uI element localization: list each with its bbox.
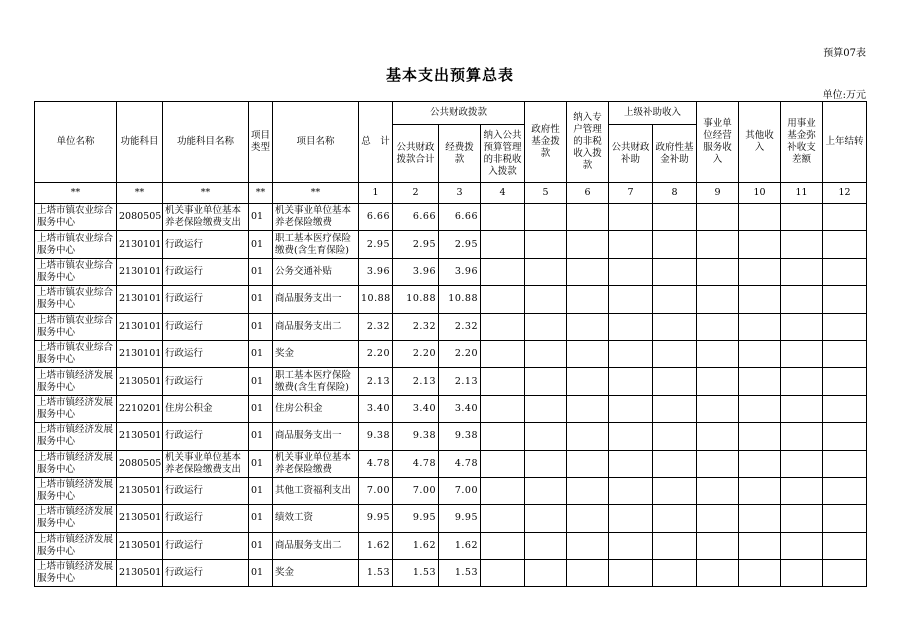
total-cell: 2.20	[359, 340, 393, 367]
table-row	[35, 423, 867, 450]
empty-cell	[567, 423, 609, 450]
column-index-cell: 12	[823, 183, 867, 204]
public-finance-subtotal-cell: 3.96	[393, 258, 439, 285]
func-code-cell: 2130501	[117, 477, 163, 504]
empty-cell	[609, 340, 653, 367]
empty-cell	[697, 231, 739, 258]
empty-cell	[609, 368, 653, 395]
total-cell: 2.13	[359, 368, 393, 395]
unit-name-cell: 上塔市镇农业综合服务中心	[35, 231, 117, 258]
item-name-cell: 商品服务支出二	[273, 313, 359, 340]
unit-name-cell: 上塔市镇农业综合服务中心	[35, 286, 117, 313]
public-finance-subtotal-cell: 9.95	[393, 505, 439, 532]
empty-cell	[609, 286, 653, 313]
item-name-cell: 机关事业单位基本养老保险缴费	[273, 204, 359, 231]
func-name-cell: 行政运行	[163, 368, 249, 395]
empty-cell	[525, 532, 567, 559]
total-cell: 2.32	[359, 313, 393, 340]
public-finance-subtotal-cell: 2.95	[393, 231, 439, 258]
unit-name-cell: 上塔市镇经济发展服务中心	[35, 450, 117, 477]
funds-allocation-cell: 2.95	[439, 231, 481, 258]
table-row	[35, 505, 867, 532]
total-cell: 6.66	[359, 204, 393, 231]
empty-cell	[481, 505, 525, 532]
empty-cell	[609, 505, 653, 532]
empty-cell	[653, 313, 697, 340]
empty-cell	[739, 423, 781, 450]
func-code-cell: 2130501	[117, 560, 163, 587]
empty-cell	[823, 258, 867, 285]
func-code-cell: 2130101	[117, 258, 163, 285]
total-cell: 10.88	[359, 286, 393, 313]
table-row	[35, 477, 867, 504]
empty-cell	[653, 450, 697, 477]
table-row	[35, 258, 867, 285]
func-code-cell: 2210201	[117, 395, 163, 422]
empty-cell	[653, 231, 697, 258]
empty-cell	[781, 450, 823, 477]
header-superior-gov-fund: 政府性基金补助	[653, 125, 697, 183]
empty-cell	[739, 313, 781, 340]
empty-cell	[823, 340, 867, 367]
empty-cell	[609, 313, 653, 340]
item-type-cell: 01	[249, 395, 273, 422]
empty-cell	[781, 560, 823, 587]
total-cell: 3.40	[359, 395, 393, 422]
empty-cell	[525, 313, 567, 340]
empty-cell	[609, 477, 653, 504]
empty-cell	[567, 258, 609, 285]
empty-cell	[739, 231, 781, 258]
empty-cell	[609, 532, 653, 559]
item-type-cell: 01	[249, 313, 273, 340]
empty-cell	[567, 395, 609, 422]
func-name-cell: 行政运行	[163, 286, 249, 313]
header-func-name: 功能科目名称	[163, 102, 249, 183]
empty-cell	[525, 204, 567, 231]
empty-cell	[823, 450, 867, 477]
item-type-cell: 01	[249, 532, 273, 559]
total-cell: 3.96	[359, 258, 393, 285]
item-name-cell: 商品服务支出一	[273, 423, 359, 450]
func-name-cell: 行政运行	[163, 258, 249, 285]
empty-cell	[653, 340, 697, 367]
empty-cell	[781, 505, 823, 532]
func-code-cell: 2130101	[117, 231, 163, 258]
empty-cell	[481, 313, 525, 340]
unit-name-cell: 上塔市镇经济发展服务中心	[35, 532, 117, 559]
func-name-cell: 行政运行	[163, 423, 249, 450]
budget-table	[34, 101, 867, 587]
func-code-cell: 2080505	[117, 450, 163, 477]
unit-name-cell: 上塔市镇经济发展服务中心	[35, 423, 117, 450]
funds-allocation-cell: 2.13	[439, 368, 481, 395]
table-row	[35, 231, 867, 258]
empty-cell	[525, 258, 567, 285]
funds-allocation-cell: 6.66	[439, 204, 481, 231]
unit-name-cell: 上塔市镇经济发展服务中心	[35, 560, 117, 587]
public-finance-subtotal-cell: 9.38	[393, 423, 439, 450]
empty-cell	[823, 368, 867, 395]
total-cell: 2.95	[359, 231, 393, 258]
item-type-cell: 01	[249, 204, 273, 231]
empty-cell	[481, 204, 525, 231]
table-body	[35, 204, 867, 587]
func-code-cell: 2130101	[117, 340, 163, 367]
empty-cell	[781, 286, 823, 313]
item-name-cell: 绩效工资	[273, 505, 359, 532]
empty-cell	[481, 532, 525, 559]
empty-cell	[609, 560, 653, 587]
header-public-finance-group: 公共财政拨款	[393, 102, 525, 125]
empty-cell	[697, 204, 739, 231]
func-code-cell: 2130501	[117, 423, 163, 450]
public-finance-subtotal-cell: 1.62	[393, 532, 439, 559]
empty-cell	[525, 505, 567, 532]
item-name-cell: 奖金	[273, 340, 359, 367]
empty-cell	[823, 505, 867, 532]
total-cell: 1.62	[359, 532, 393, 559]
empty-cell	[739, 204, 781, 231]
empty-cell	[567, 368, 609, 395]
empty-cell	[697, 423, 739, 450]
empty-cell	[697, 368, 739, 395]
empty-cell	[567, 340, 609, 367]
empty-cell	[823, 532, 867, 559]
empty-cell	[739, 286, 781, 313]
item-name-cell: 机关事业单位基本养老保险缴费	[273, 450, 359, 477]
empty-cell	[567, 532, 609, 559]
table-row	[35, 368, 867, 395]
func-name-cell: 行政运行	[163, 231, 249, 258]
empty-cell	[567, 231, 609, 258]
func-name-cell: 行政运行	[163, 560, 249, 587]
column-index-cell: 7	[609, 183, 653, 204]
item-type-cell: 01	[249, 231, 273, 258]
empty-cell	[739, 368, 781, 395]
column-index-cell: 2	[393, 183, 439, 204]
empty-cell	[781, 395, 823, 422]
empty-cell	[823, 231, 867, 258]
item-type-cell: 01	[249, 505, 273, 532]
funds-allocation-cell: 10.88	[439, 286, 481, 313]
empty-cell	[525, 560, 567, 587]
empty-cell	[481, 340, 525, 367]
header-unit-name: 单位名称	[35, 102, 117, 183]
empty-cell	[697, 450, 739, 477]
empty-cell	[653, 258, 697, 285]
empty-cell	[823, 286, 867, 313]
total-cell: 4.78	[359, 450, 393, 477]
empty-cell	[739, 450, 781, 477]
total-cell: 7.00	[359, 477, 393, 504]
empty-cell	[697, 532, 739, 559]
empty-cell	[609, 204, 653, 231]
func-name-cell: 行政运行	[163, 340, 249, 367]
unit-name-cell: 上塔市镇经济发展服务中心	[35, 505, 117, 532]
empty-cell	[525, 395, 567, 422]
item-type-cell: 01	[249, 423, 273, 450]
empty-cell	[481, 423, 525, 450]
func-name-cell: 行政运行	[163, 505, 249, 532]
total-cell: 9.95	[359, 505, 393, 532]
funds-allocation-cell: 1.53	[439, 560, 481, 587]
empty-cell	[609, 231, 653, 258]
func-code-cell: 2080505	[117, 204, 163, 231]
empty-cell	[653, 395, 697, 422]
empty-cell	[481, 450, 525, 477]
empty-cell	[781, 423, 823, 450]
func-name-cell: 机关事业单位基本养老保险缴费支出	[163, 450, 249, 477]
table-row	[35, 286, 867, 313]
empty-cell	[697, 395, 739, 422]
table-row	[35, 204, 867, 231]
public-finance-subtotal-cell: 2.13	[393, 368, 439, 395]
empty-cell	[697, 286, 739, 313]
item-name-cell: 其他工资福利支出	[273, 477, 359, 504]
column-index-cell: 11	[781, 183, 823, 204]
empty-cell	[653, 204, 697, 231]
column-index-cell: 8	[653, 183, 697, 204]
table-row	[35, 560, 867, 587]
empty-cell	[609, 450, 653, 477]
empty-cell	[567, 505, 609, 532]
func-name-cell: 机关事业单位基本养老保险缴费支出	[163, 204, 249, 231]
header-funds-allocation: 经费拨款	[439, 125, 481, 183]
item-type-cell: 01	[249, 286, 273, 313]
empty-cell	[481, 258, 525, 285]
table-row	[35, 313, 867, 340]
funds-allocation-cell: 1.62	[439, 532, 481, 559]
header-total: 总 计	[359, 102, 393, 183]
public-finance-subtotal-cell: 10.88	[393, 286, 439, 313]
table-row	[35, 450, 867, 477]
empty-cell	[567, 313, 609, 340]
empty-cell	[739, 477, 781, 504]
funds-allocation-cell: 3.40	[439, 395, 481, 422]
empty-cell	[697, 477, 739, 504]
header-institution-fund-balance: 用事业基金弥补收支差额	[781, 102, 823, 183]
empty-cell	[481, 286, 525, 313]
column-index-cell: 10	[739, 183, 781, 204]
empty-cell	[823, 204, 867, 231]
column-index-cell: 6	[567, 183, 609, 204]
column-index-cell: **	[35, 183, 117, 204]
empty-cell	[609, 258, 653, 285]
empty-cell	[525, 368, 567, 395]
header-special-non-tax: 纳入专户管理的非税收入拨款	[567, 102, 609, 183]
empty-cell	[653, 532, 697, 559]
empty-cell	[567, 204, 609, 231]
column-index-row	[35, 183, 867, 204]
empty-cell	[525, 286, 567, 313]
funds-allocation-cell: 4.78	[439, 450, 481, 477]
empty-cell	[567, 560, 609, 587]
empty-cell	[781, 340, 823, 367]
empty-cell	[609, 395, 653, 422]
table-row	[35, 395, 867, 422]
unit-label: 单位:万元	[822, 90, 866, 101]
column-index-cell: **	[163, 183, 249, 204]
func-name-cell: 行政运行	[163, 313, 249, 340]
empty-cell	[739, 395, 781, 422]
public-finance-subtotal-cell: 3.40	[393, 395, 439, 422]
empty-cell	[653, 286, 697, 313]
empty-cell	[481, 231, 525, 258]
item-name-cell: 商品服务支出二	[273, 532, 359, 559]
empty-cell	[567, 477, 609, 504]
item-type-cell: 01	[249, 340, 273, 367]
table-row	[35, 340, 867, 367]
empty-cell	[781, 204, 823, 231]
header-superior-subsidy-group: 上级补助收入	[609, 102, 697, 125]
empty-cell	[781, 477, 823, 504]
func-code-cell: 2130501	[117, 532, 163, 559]
unit-name-cell: 上塔市镇农业综合服务中心	[35, 258, 117, 285]
funds-allocation-cell: 2.20	[439, 340, 481, 367]
empty-cell	[697, 560, 739, 587]
func-name-cell: 住房公积金	[163, 395, 249, 422]
header-item-name: 项目名称	[273, 102, 359, 183]
column-index-cell: 3	[439, 183, 481, 204]
header-institution-operating: 事业单位经营服务收入	[697, 102, 739, 183]
item-type-cell: 01	[249, 258, 273, 285]
column-index-cell: 5	[525, 183, 567, 204]
unit-name-cell: 上塔市镇农业综合服务中心	[35, 340, 117, 367]
empty-cell	[739, 258, 781, 285]
empty-cell	[697, 313, 739, 340]
empty-cell	[697, 505, 739, 532]
empty-cell	[823, 313, 867, 340]
empty-cell	[781, 258, 823, 285]
empty-cell	[739, 340, 781, 367]
empty-cell	[567, 450, 609, 477]
empty-cell	[739, 505, 781, 532]
unit-name-cell: 上塔市镇经济发展服务中心	[35, 477, 117, 504]
unit-name-cell: 上塔市镇农业综合服务中心	[35, 204, 117, 231]
item-name-cell: 公务交通补贴	[273, 258, 359, 285]
item-name-cell: 商品服务支出一	[273, 286, 359, 313]
funds-allocation-cell: 3.96	[439, 258, 481, 285]
empty-cell	[781, 368, 823, 395]
unit-name-cell: 上塔市镇经济发展服务中心	[35, 395, 117, 422]
column-index-cell: 4	[481, 183, 525, 204]
unit-name-cell: 上塔市镇经济发展服务中心	[35, 368, 117, 395]
empty-cell	[525, 477, 567, 504]
header-superior-public-finance: 公共财政补助	[609, 125, 653, 183]
func-code-cell: 2130101	[117, 313, 163, 340]
empty-cell	[525, 450, 567, 477]
item-name-cell: 职工基本医疗保险缴费(含生育保险)	[273, 231, 359, 258]
func-name-cell: 行政运行	[163, 532, 249, 559]
empty-cell	[823, 395, 867, 422]
item-name-cell: 职工基本医疗保险缴费(含生育保险)	[273, 368, 359, 395]
empty-cell	[823, 477, 867, 504]
empty-cell	[653, 477, 697, 504]
empty-cell	[823, 560, 867, 587]
header-non-tax-in-budget: 纳入公共预算管理的非税收入拨款	[481, 125, 525, 183]
empty-cell	[525, 423, 567, 450]
funds-allocation-cell: 7.00	[439, 477, 481, 504]
form-code: 预算07表	[823, 48, 866, 59]
empty-cell	[781, 231, 823, 258]
empty-cell	[567, 286, 609, 313]
empty-cell	[481, 368, 525, 395]
item-type-cell: 01	[249, 560, 273, 587]
empty-cell	[525, 231, 567, 258]
empty-cell	[653, 505, 697, 532]
empty-cell	[653, 368, 697, 395]
public-finance-subtotal-cell: 6.66	[393, 204, 439, 231]
item-type-cell: 01	[249, 368, 273, 395]
public-finance-subtotal-cell: 2.20	[393, 340, 439, 367]
empty-cell	[781, 532, 823, 559]
empty-cell	[781, 313, 823, 340]
item-name-cell: 奖金	[273, 560, 359, 587]
empty-cell	[697, 258, 739, 285]
empty-cell	[653, 423, 697, 450]
public-finance-subtotal-cell: 1.53	[393, 560, 439, 587]
empty-cell	[653, 560, 697, 587]
empty-cell	[609, 423, 653, 450]
func-code-cell: 2130501	[117, 505, 163, 532]
empty-cell	[481, 560, 525, 587]
funds-allocation-cell: 2.32	[439, 313, 481, 340]
header-item-type: 项目类型	[249, 102, 273, 183]
empty-cell	[739, 560, 781, 587]
public-finance-subtotal-cell: 2.32	[393, 313, 439, 340]
empty-cell	[481, 477, 525, 504]
column-index-cell: 1	[359, 183, 393, 204]
column-index-cell: **	[249, 183, 273, 204]
column-index-cell: **	[117, 183, 163, 204]
func-name-cell: 行政运行	[163, 477, 249, 504]
unit-name-cell: 上塔市镇农业综合服务中心	[35, 313, 117, 340]
table-row	[35, 532, 867, 559]
public-finance-subtotal-cell: 4.78	[393, 450, 439, 477]
empty-cell	[697, 340, 739, 367]
header-func-code: 功能科目	[117, 102, 163, 183]
empty-cell	[481, 395, 525, 422]
empty-cell	[739, 532, 781, 559]
page-title: 基本支出预算总表	[385, 66, 514, 84]
total-cell: 9.38	[359, 423, 393, 450]
header-other-income: 其他收入	[739, 102, 781, 183]
header-gov-fund: 政府性基金拨款	[525, 102, 567, 183]
header-public-finance-subtotal: 公共财政拨款合计	[393, 125, 439, 183]
func-code-cell: 2130101	[117, 286, 163, 313]
funds-allocation-cell: 9.95	[439, 505, 481, 532]
column-index-cell: **	[273, 183, 359, 204]
item-type-cell: 01	[249, 477, 273, 504]
empty-cell	[525, 340, 567, 367]
item-type-cell: 01	[249, 450, 273, 477]
total-cell: 1.53	[359, 560, 393, 587]
empty-cell	[823, 423, 867, 450]
item-name-cell: 住房公积金	[273, 395, 359, 422]
header-prior-year-carryover: 上年结转	[823, 102, 867, 183]
funds-allocation-cell: 9.38	[439, 423, 481, 450]
func-code-cell: 2130501	[117, 368, 163, 395]
column-index-cell: 9	[697, 183, 739, 204]
public-finance-subtotal-cell: 7.00	[393, 477, 439, 504]
